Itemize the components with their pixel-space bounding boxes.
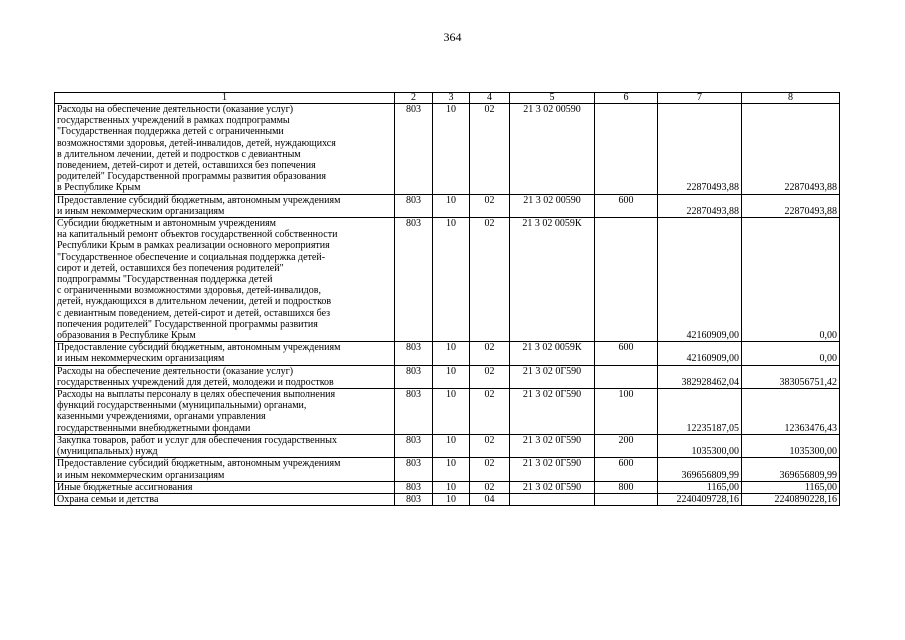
page-number: 364 — [443, 30, 462, 44]
ministry-code-cell: 803 — [395, 493, 433, 505]
subsection-code-cell: 02 — [470, 218, 510, 342]
section-code-cell: 10 — [433, 365, 470, 388]
amount-year-2-cell: 2240890228,16 — [742, 493, 840, 505]
table-row — [55, 458, 840, 481]
target-article-cell: 21 3 02 0Г590 — [510, 481, 595, 493]
table-row — [55, 365, 840, 388]
table-row — [55, 493, 840, 505]
amount-year-2-cell: 369656809,99 — [742, 458, 840, 481]
description-cell: Закупка товаров, работ и услуг для обеспечения государственных (муниципальных) нужд — [55, 434, 395, 457]
amount-year-1-cell: 1035300,00 — [658, 434, 742, 457]
header-cell: 1 — [55, 93, 395, 104]
amount-year-1-cell: 369656809,99 — [658, 458, 742, 481]
subsection-code-cell: 02 — [470, 365, 510, 388]
description-cell: Расходы на обеспечение деятельности (оказание услуг) государственных учреждений в рамках подпрограммы "Государственная поддержка детей с ограниченными возможностями здоровья, детей-инвалидов, детей, нуждающихся в длительном лечении, детей и подростков с девиантным поведением, детей-сирот и детей, оставшихся без попечения родителей" Государственной программы развития образования в Республике Крым — [55, 104, 395, 195]
header-cell: 2 — [395, 93, 433, 104]
expense-type-cell: 600 — [595, 194, 658, 217]
amount-year-1-cell: 12235187,05 — [658, 389, 742, 435]
expense-type-cell: 600 — [595, 458, 658, 481]
section-code-cell: 10 — [433, 389, 470, 435]
expense-type-cell — [595, 104, 658, 195]
amount-year-2-cell: 22870493,88 — [742, 104, 840, 195]
target-article-cell: 21 3 02 0Г590 — [510, 434, 595, 457]
table-row — [55, 194, 840, 217]
table-row — [55, 434, 840, 457]
expense-type-cell: 600 — [595, 342, 658, 365]
header-cell: 4 — [470, 93, 510, 104]
target-article-cell — [510, 493, 595, 505]
section-code-cell: 10 — [433, 481, 470, 493]
expense-type-cell: 800 — [595, 481, 658, 493]
subsection-code-cell: 02 — [470, 458, 510, 481]
subsection-code-cell: 04 — [470, 493, 510, 505]
expense-type-cell: 100 — [595, 389, 658, 435]
description-cell: Предоставление субсидий бюджетным, автономным учреждениям и иным некоммерческим организациям — [55, 342, 395, 365]
subsection-code-cell: 02 — [470, 194, 510, 217]
amount-year-1-cell: 1165,00 — [658, 481, 742, 493]
amount-year-1-cell: 2240409728,16 — [658, 493, 742, 505]
table-row — [55, 389, 840, 435]
amount-year-2-cell: 383056751,42 — [742, 365, 840, 388]
subsection-code-cell: 02 — [470, 481, 510, 493]
description-cell: Предоставление субсидий бюджетным, автономным учреждениям и иным некоммерческим организациям — [55, 194, 395, 217]
expense-type-cell: 200 — [595, 434, 658, 457]
target-article-cell: 21 3 02 0Г590 — [510, 458, 595, 481]
amount-year-2-cell: 1165,00 — [742, 481, 840, 493]
target-article-cell: 21 3 02 00590 — [510, 194, 595, 217]
target-article-cell: 21 3 02 00590 — [510, 104, 595, 195]
expense-type-cell — [595, 218, 658, 342]
section-code-cell: 10 — [433, 342, 470, 365]
subsection-code-cell: 02 — [470, 342, 510, 365]
table-row — [55, 218, 840, 342]
target-article-cell: 21 3 02 0059К — [510, 342, 595, 365]
header-cell: 7 — [658, 93, 742, 104]
section-code-cell: 10 — [433, 434, 470, 457]
description-cell: Охрана семьи и детства — [55, 493, 395, 505]
header-cell: 6 — [595, 93, 658, 104]
table-row — [55, 481, 840, 493]
section-code-cell: 10 — [433, 104, 470, 195]
amount-year-2-cell: 22870493,88 — [742, 194, 840, 217]
ministry-code-cell: 803 — [395, 458, 433, 481]
ministry-code-cell: 803 — [395, 342, 433, 365]
description-cell: Предоставление субсидий бюджетным, автономным учреждениям и иным некоммерческим организациям — [55, 458, 395, 481]
amount-year-1-cell: 42160909,00 — [658, 218, 742, 342]
subsection-code-cell: 02 — [470, 434, 510, 457]
amount-year-1-cell: 42160909,00 — [658, 342, 742, 365]
target-article-cell: 21 3 02 0Г590 — [510, 389, 595, 435]
section-code-cell: 10 — [433, 493, 470, 505]
section-code-cell: 10 — [433, 458, 470, 481]
header-row — [55, 93, 840, 104]
header-cell: 3 — [433, 93, 470, 104]
budget-table — [54, 92, 840, 506]
ministry-code-cell: 803 — [395, 104, 433, 195]
amount-year-2-cell: 12363476,43 — [742, 389, 840, 435]
section-code-cell: 10 — [433, 218, 470, 342]
ministry-code-cell: 803 — [395, 218, 433, 342]
amount-year-1-cell: 22870493,88 — [658, 104, 742, 195]
ministry-code-cell: 803 — [395, 481, 433, 493]
target-article-cell: 21 3 02 0Г590 — [510, 365, 595, 388]
subsection-code-cell: 02 — [470, 389, 510, 435]
expense-type-cell — [595, 493, 658, 505]
amount-year-1-cell: 382928462,04 — [658, 365, 742, 388]
description-cell: Субсидии бюджетным и автономным учреждениям на капитальный ремонт объектов государственной собственности Республики Крым в рамках реализации основного мероприятия "Государственное обеспечение и социальная поддержка детей- сирот и детей, оставшихся без попечения родителей" подпрограммы "Государственная поддержка детей с ограниченными возможностями здоровья, детей-инвалидов, детей, нуждающихся в длительном лечении, детей и подростков с девиантным поведением, детей-сирот и детей, оставшихся без попечения родителей" Государственной программы развития образования в Республике Крым — [55, 218, 395, 342]
amount-year-2-cell: 0,00 — [742, 342, 840, 365]
description-cell: Расходы на обеспечение деятельности (оказание услуг) государственных учреждений для детей, молодежи и подростков — [55, 365, 395, 388]
subsection-code-cell: 02 — [470, 104, 510, 195]
amount-year-2-cell: 1035300,00 — [742, 434, 840, 457]
description-cell: Иные бюджетные ассигнования — [55, 481, 395, 493]
expense-type-cell — [595, 365, 658, 388]
description-cell: Расходы на выплаты персоналу в целях обеспечения выполнения функций государственными (муниципальными) органами, казенными учреждениями, органами управления государственными внебюджетными фондами — [55, 389, 395, 435]
target-article-cell: 21 3 02 0059К — [510, 218, 595, 342]
header-cell: 5 — [510, 93, 595, 104]
section-code-cell: 10 — [433, 194, 470, 217]
amount-year-2-cell: 0,00 — [742, 218, 840, 342]
amount-year-1-cell: 22870493,88 — [658, 194, 742, 217]
ministry-code-cell: 803 — [395, 365, 433, 388]
ministry-code-cell: 803 — [395, 389, 433, 435]
ministry-code-cell: 803 — [395, 194, 433, 217]
table-row — [55, 342, 840, 365]
table-row — [55, 104, 840, 195]
ministry-code-cell: 803 — [395, 434, 433, 457]
header-cell: 8 — [742, 93, 840, 104]
